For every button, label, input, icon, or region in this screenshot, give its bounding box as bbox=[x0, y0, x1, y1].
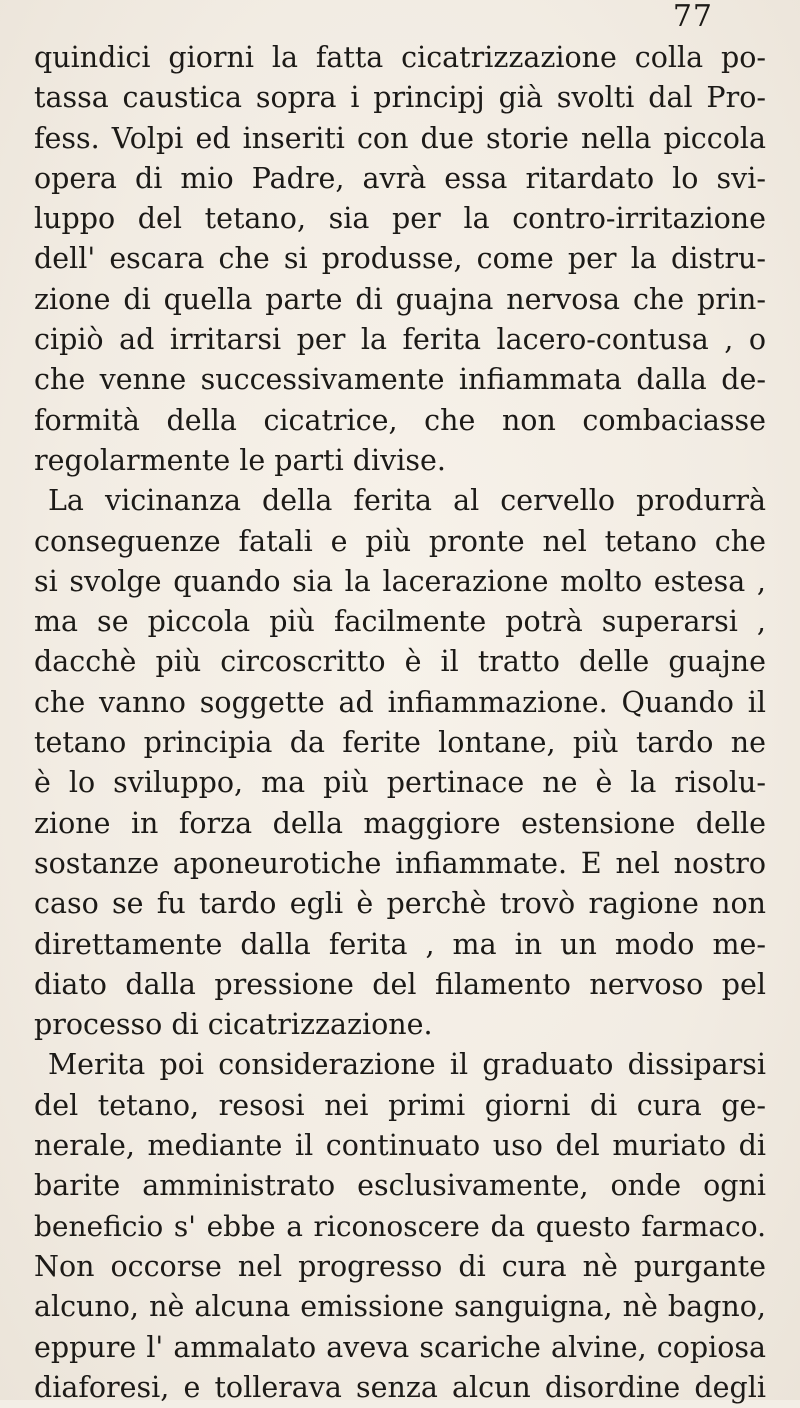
text-line: del tetano, resosi nei primi giorni di cura ge- bbox=[34, 1088, 766, 1122]
text-line: è lo sviluppo, ma più pertinace ne è la risolu- bbox=[34, 766, 766, 800]
text-line: Non occorse nel progresso di cura nè purgante bbox=[34, 1249, 766, 1283]
text-line: sostanze aponeurotiche infiammate. E nel nostro bbox=[34, 846, 766, 880]
text-line: si svolge quando sia la lacerazione molto estesa , bbox=[34, 564, 766, 598]
text-line: conseguenze fatali e più pronte nel tetano che bbox=[34, 524, 766, 558]
text-line: zione in forza della maggiore estensione delle bbox=[34, 806, 766, 840]
text-line: eppure l' ammalato aveva scariche alvine, copiosa bbox=[34, 1330, 766, 1364]
text-line: zione di quella parte di guajna nervosa che prin- bbox=[34, 282, 766, 316]
text-line: fess. Volpi ed inseriti con due storie nella piccola bbox=[34, 121, 766, 155]
text-line: diaforesi, e tollerava senza alcun disordine degli bbox=[34, 1370, 766, 1404]
text-line: dell' escara che si produsse, come per la distru- bbox=[34, 242, 766, 276]
text-line: luppo del tetano, sia per la contro-irritazione bbox=[34, 202, 766, 236]
text-line: ma se piccola più facilmente potrà superarsi , bbox=[34, 605, 766, 639]
text-line: tetano principia da ferite lontane, più tardo ne bbox=[34, 726, 766, 760]
text-line: quindici giorni la fatta cicatrizzazione colla po- bbox=[34, 41, 766, 74]
text-line: barite amministrato esclusivamente, onde ogni bbox=[34, 1169, 766, 1203]
text-line: diato dalla pressione del filamento nervoso pel bbox=[34, 967, 766, 1001]
text-line: processo di cicatrizzazione. bbox=[34, 1008, 433, 1042]
text-line: dacchè più circoscritto è il tratto delle guajne bbox=[34, 645, 766, 679]
page-number: 77 bbox=[672, 0, 713, 34]
body-text bbox=[34, 38, 766, 1408]
text-line: alcuno, nè alcuna emissione sanguigna, nè bagno, bbox=[34, 1290, 766, 1324]
text-line: nerale, mediante il continuato uso del muriato di bbox=[34, 1129, 766, 1163]
text-line: opera di mio Padre, avrà essa ritardato lo svi- bbox=[34, 161, 766, 195]
text-line: beneficio s' ebbe a riconoscere da questo farmaco. bbox=[34, 1209, 766, 1243]
text-line: caso se fu tardo egli è perchè trovò ragione non bbox=[34, 887, 766, 921]
text-line: direttamente dalla ferita , ma in un modo me- bbox=[34, 927, 766, 961]
text-line: regolarmente le parti divise. bbox=[34, 443, 446, 477]
text-line: La vicinanza della ferita al cervello produrrà bbox=[48, 484, 766, 518]
text-line: Merita poi considerazione il graduato dissiparsi bbox=[48, 1048, 766, 1082]
text-line: formità della cicatrice, che non combaciasse bbox=[34, 403, 766, 437]
text-line: che venne successivamente infiammata dalla de- bbox=[34, 363, 766, 397]
text-line: tassa caustica sopra i principj già svolti dal Pro- bbox=[34, 81, 766, 115]
text-line: che vanno soggette ad infiammazione. Quando il bbox=[34, 685, 766, 719]
text-line: cipiò ad irritarsi per la ferita lacero-contusa , o bbox=[34, 323, 766, 357]
